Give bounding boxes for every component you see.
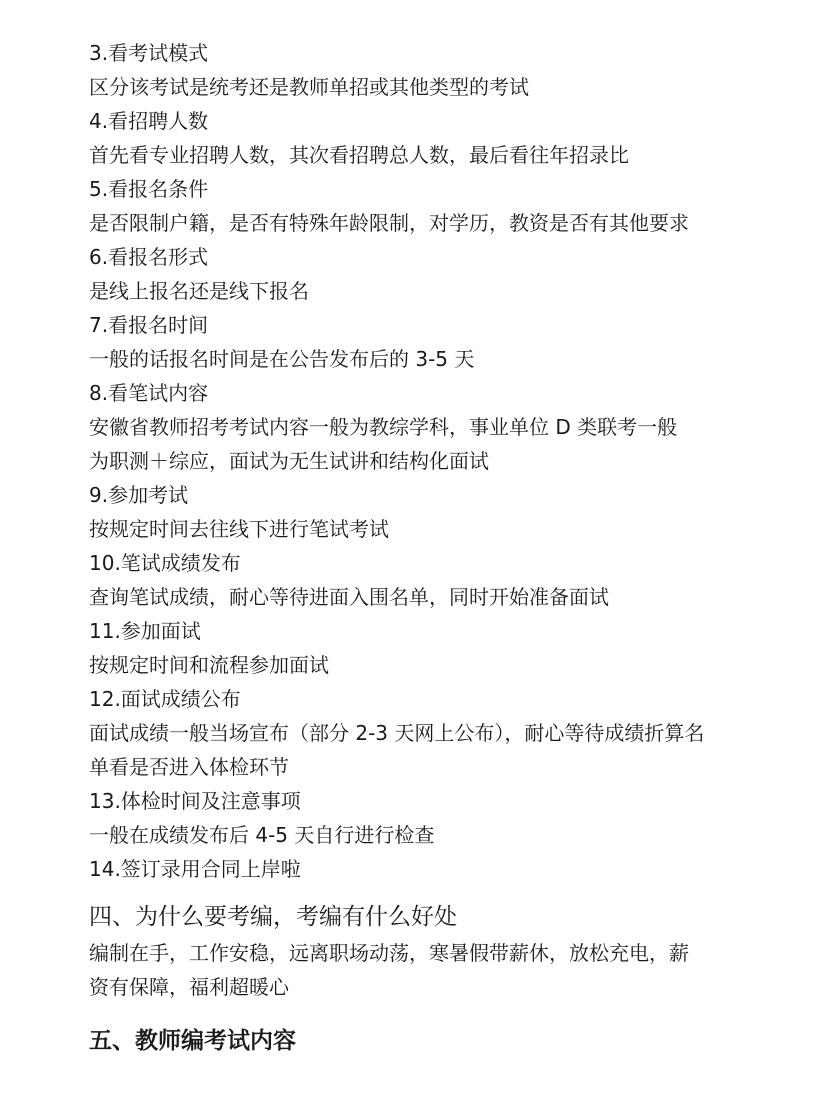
steps-list: [89, 36, 808, 886]
step-description: 按规定时间去往线下进行笔试考试: [89, 517, 389, 541]
step-title: 7.看报名时间: [89, 313, 209, 337]
step-title: 10.笔试成绩发布: [89, 551, 241, 575]
step-description: 面试成绩一般当场宣布（部分 2-3 天网上公布），耐心等待成绩折算名: [89, 721, 705, 745]
step-description: 为职测＋综应，面试为无生试讲和结构化面试: [89, 449, 489, 473]
step-description: 是否限制户籍，是否有特殊年龄限制，对学历，教资是否有其他要求: [89, 211, 689, 235]
step-title: 5.看报名条件: [89, 177, 209, 201]
section-5: [89, 1022, 808, 1060]
step-title: 12.面试成绩公布: [89, 687, 241, 711]
step-description: 单看是否进入体检环节: [89, 755, 289, 779]
step-title: 4.看招聘人数: [89, 109, 209, 133]
step-description: 区分该考试是统考还是教师单招或其他类型的考试: [89, 75, 529, 99]
step-description: 按规定时间和流程参加面试: [89, 653, 329, 677]
section-4: [89, 898, 808, 1004]
section-4-heading: 四、为什么要考编，考编有什么好处: [89, 904, 457, 930]
section-5-heading: 五、教师编考试内容: [89, 1028, 296, 1054]
step-description: 是线上报名还是线下报名: [89, 279, 309, 303]
step-title: 6.看报名形式: [89, 245, 209, 269]
step-title: 13.体检时间及注意事项: [89, 789, 301, 813]
step-title: 3.看考试模式: [89, 41, 209, 65]
section-4-line: 资有保障，福利超暖心: [89, 975, 289, 999]
step-title: 9.参加考试: [89, 483, 189, 507]
step-description: 安徽省教师招考考试内容一般为教综学科，事业单位 D 类联考一般: [89, 415, 678, 439]
step-title: 14.签订录用合同上岸啦: [89, 857, 301, 881]
step-description: 一般的话报名时间是在公告发布后的 3-5 天: [89, 347, 475, 371]
step-description: 一般在成绩发布后 4-5 天自行进行检查: [89, 823, 435, 847]
step-description: 查询笔试成绩，耐心等待进面入围名单，同时开始准备面试: [89, 585, 609, 609]
step-title: 8.看笔试内容: [89, 381, 209, 405]
step-title: 11.参加面试: [89, 619, 201, 643]
section-4-line: 编制在手，工作安稳，远离职场动荡，寒暑假带薪休，放松充电，薪: [89, 941, 689, 965]
step-description: 首先看专业招聘人数，其次看招聘总人数，最后看往年招录比: [89, 143, 629, 167]
